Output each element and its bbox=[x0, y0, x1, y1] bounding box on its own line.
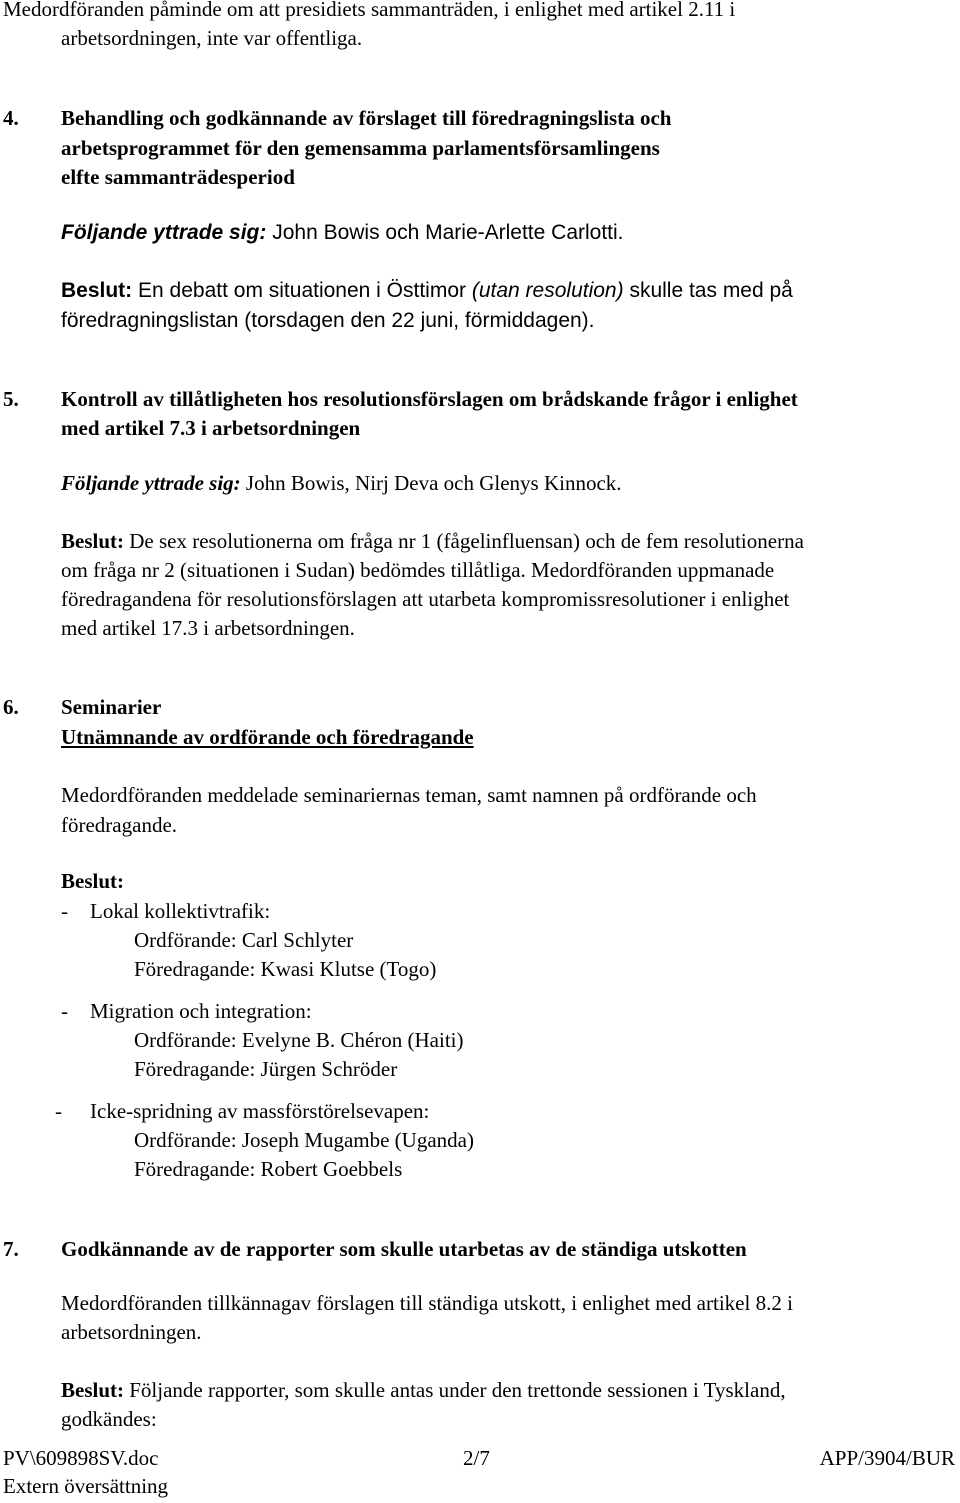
decision-text-italic: (utan resolution) bbox=[471, 279, 624, 302]
seminar-3-rapporteur: Föredragande: Robert Goebbels bbox=[134, 1157, 403, 1181]
section-4-decision-line-1 bbox=[61, 276, 956, 306]
section-5-title-line-1: Kontroll av tillåtligheten hos resolutionsförslagen om brådskande frågor i enlighet bbox=[61, 387, 798, 411]
section-6-subtitle-text: Utnämnande av ordförande och föredragande bbox=[61, 725, 474, 749]
footer-code: APP/3904/BUR bbox=[819, 1446, 955, 1470]
seminar-1-title: Lokal kollektivtrafik: bbox=[90, 899, 271, 923]
section-4-decision-line-2: föredragningslistan (torsdagen den 22 juni, förmiddagen). bbox=[61, 309, 595, 332]
decision-label: Beslut: bbox=[61, 1378, 124, 1402]
section-5-decision-line-3: föredragandena för resolutionsförslagen att utarbeta kompromissresolutioner i enlighet bbox=[61, 587, 790, 611]
section-6-number: 6. bbox=[3, 695, 19, 719]
section-4-title-line-3: elfte sammanträdesperiod bbox=[61, 165, 295, 189]
section-4-number: 4. bbox=[3, 106, 19, 130]
decision-label: Beslut: bbox=[61, 529, 124, 553]
speakers-label: Följande yttrade sig: bbox=[61, 471, 241, 495]
decision-text: Följande rapporter, som skulle antas under den trettonde sessionen i Tyskland, bbox=[124, 1378, 786, 1402]
section-4-title-line-2: arbetsprogrammet för den gemensamma parlamentsförsamlingens bbox=[61, 136, 660, 160]
seminar-3-chair: Ordförande: Joseph Mugambe (Uganda) bbox=[134, 1128, 474, 1152]
seminar-1-rapporteur: Föredragande: Kwasi Klutse (Togo) bbox=[134, 957, 437, 981]
decision-text-b: skulle tas med på bbox=[623, 279, 793, 302]
speakers-names: John Bowis, Nirj Deva och Glenys Kinnock. bbox=[240, 471, 622, 495]
seminar-2-rapporteur: Föredragande: Jürgen Schröder bbox=[134, 1057, 398, 1081]
intro-line-2: arbetsordningen, inte var offentliga. bbox=[61, 26, 363, 50]
section-4-speakers bbox=[61, 218, 956, 248]
seminar-1-dash: - bbox=[61, 899, 68, 923]
speakers-label: Följande yttrade sig: bbox=[61, 221, 267, 244]
section-6-subtitle bbox=[61, 723, 956, 753]
section-5-decision-line-2: om fråga nr 2 (situationen i Sudan) bedömdes tillåtliga. Medordföranden uppmanade bbox=[61, 558, 775, 582]
section-7-text-line-1: Medordföranden tillkännagav förslagen till ständiga utskott, i enlighet med artikel 8.2 i bbox=[61, 1291, 793, 1315]
section-5-number: 5. bbox=[3, 387, 19, 411]
intro-line-1: Medordföranden påminde om att presidiets sammanträden, i enlighet med artikel 2.11 i bbox=[3, 0, 736, 21]
section-7-decision-line-2: godkändes: bbox=[61, 1407, 157, 1431]
seminar-3-dash: - bbox=[55, 1099, 62, 1123]
seminar-1-chair: Ordförande: Carl Schlyter bbox=[134, 928, 354, 952]
seminar-2-title: Migration och integration: bbox=[90, 999, 312, 1023]
section-7-number: 7. bbox=[3, 1237, 19, 1261]
footer-page-number: 2/7 bbox=[463, 1446, 490, 1470]
footer-doc-ref: PV\609898SV.doc bbox=[3, 1446, 159, 1470]
section-5-decision-line-1 bbox=[61, 527, 956, 557]
footer-translation: Extern översättning bbox=[3, 1474, 169, 1498]
section-6-decision-label: Beslut: bbox=[61, 869, 124, 893]
decision-text-a: En debatt om situationen i Östtimor bbox=[132, 279, 472, 302]
section-5-decision-line-4: med artikel 17.3 i arbetsordningen. bbox=[61, 616, 355, 640]
seminar-2-dash: - bbox=[61, 999, 68, 1023]
seminar-3-title: Icke-spridning av massförstörelsevapen: bbox=[90, 1099, 430, 1123]
section-6-title: Seminarier bbox=[61, 695, 162, 719]
section-6-text-line-2: föredragande. bbox=[61, 813, 178, 837]
section-7-text-line-2: arbetsordningen. bbox=[61, 1320, 202, 1344]
section-6-text-line-1: Medordföranden meddelade seminariernas teman, samt namnen på ordförande och bbox=[61, 783, 757, 807]
speakers-names: John Bowis och Marie-Arlette Carlotti. bbox=[266, 221, 624, 244]
section-4-title-line-1: Behandling och godkännande av förslaget till föredragningslista och bbox=[61, 106, 672, 130]
section-7-title: Godkännande av de rapporter som skulle utarbetas av de ständiga utskotten bbox=[61, 1237, 747, 1261]
decision-text: De sex resolutionerna om fråga nr 1 (fågelinfluensan) och de fem resolutionerna bbox=[124, 529, 804, 553]
decision-label: Beslut: bbox=[61, 279, 133, 302]
seminar-2-chair: Ordförande: Evelyne B. Chéron (Haiti) bbox=[134, 1028, 464, 1052]
section-5-title-line-2: med artikel 7.3 i arbetsordningen bbox=[61, 416, 361, 440]
section-5-speakers bbox=[61, 469, 956, 499]
section-7-decision-line-1 bbox=[61, 1376, 956, 1406]
